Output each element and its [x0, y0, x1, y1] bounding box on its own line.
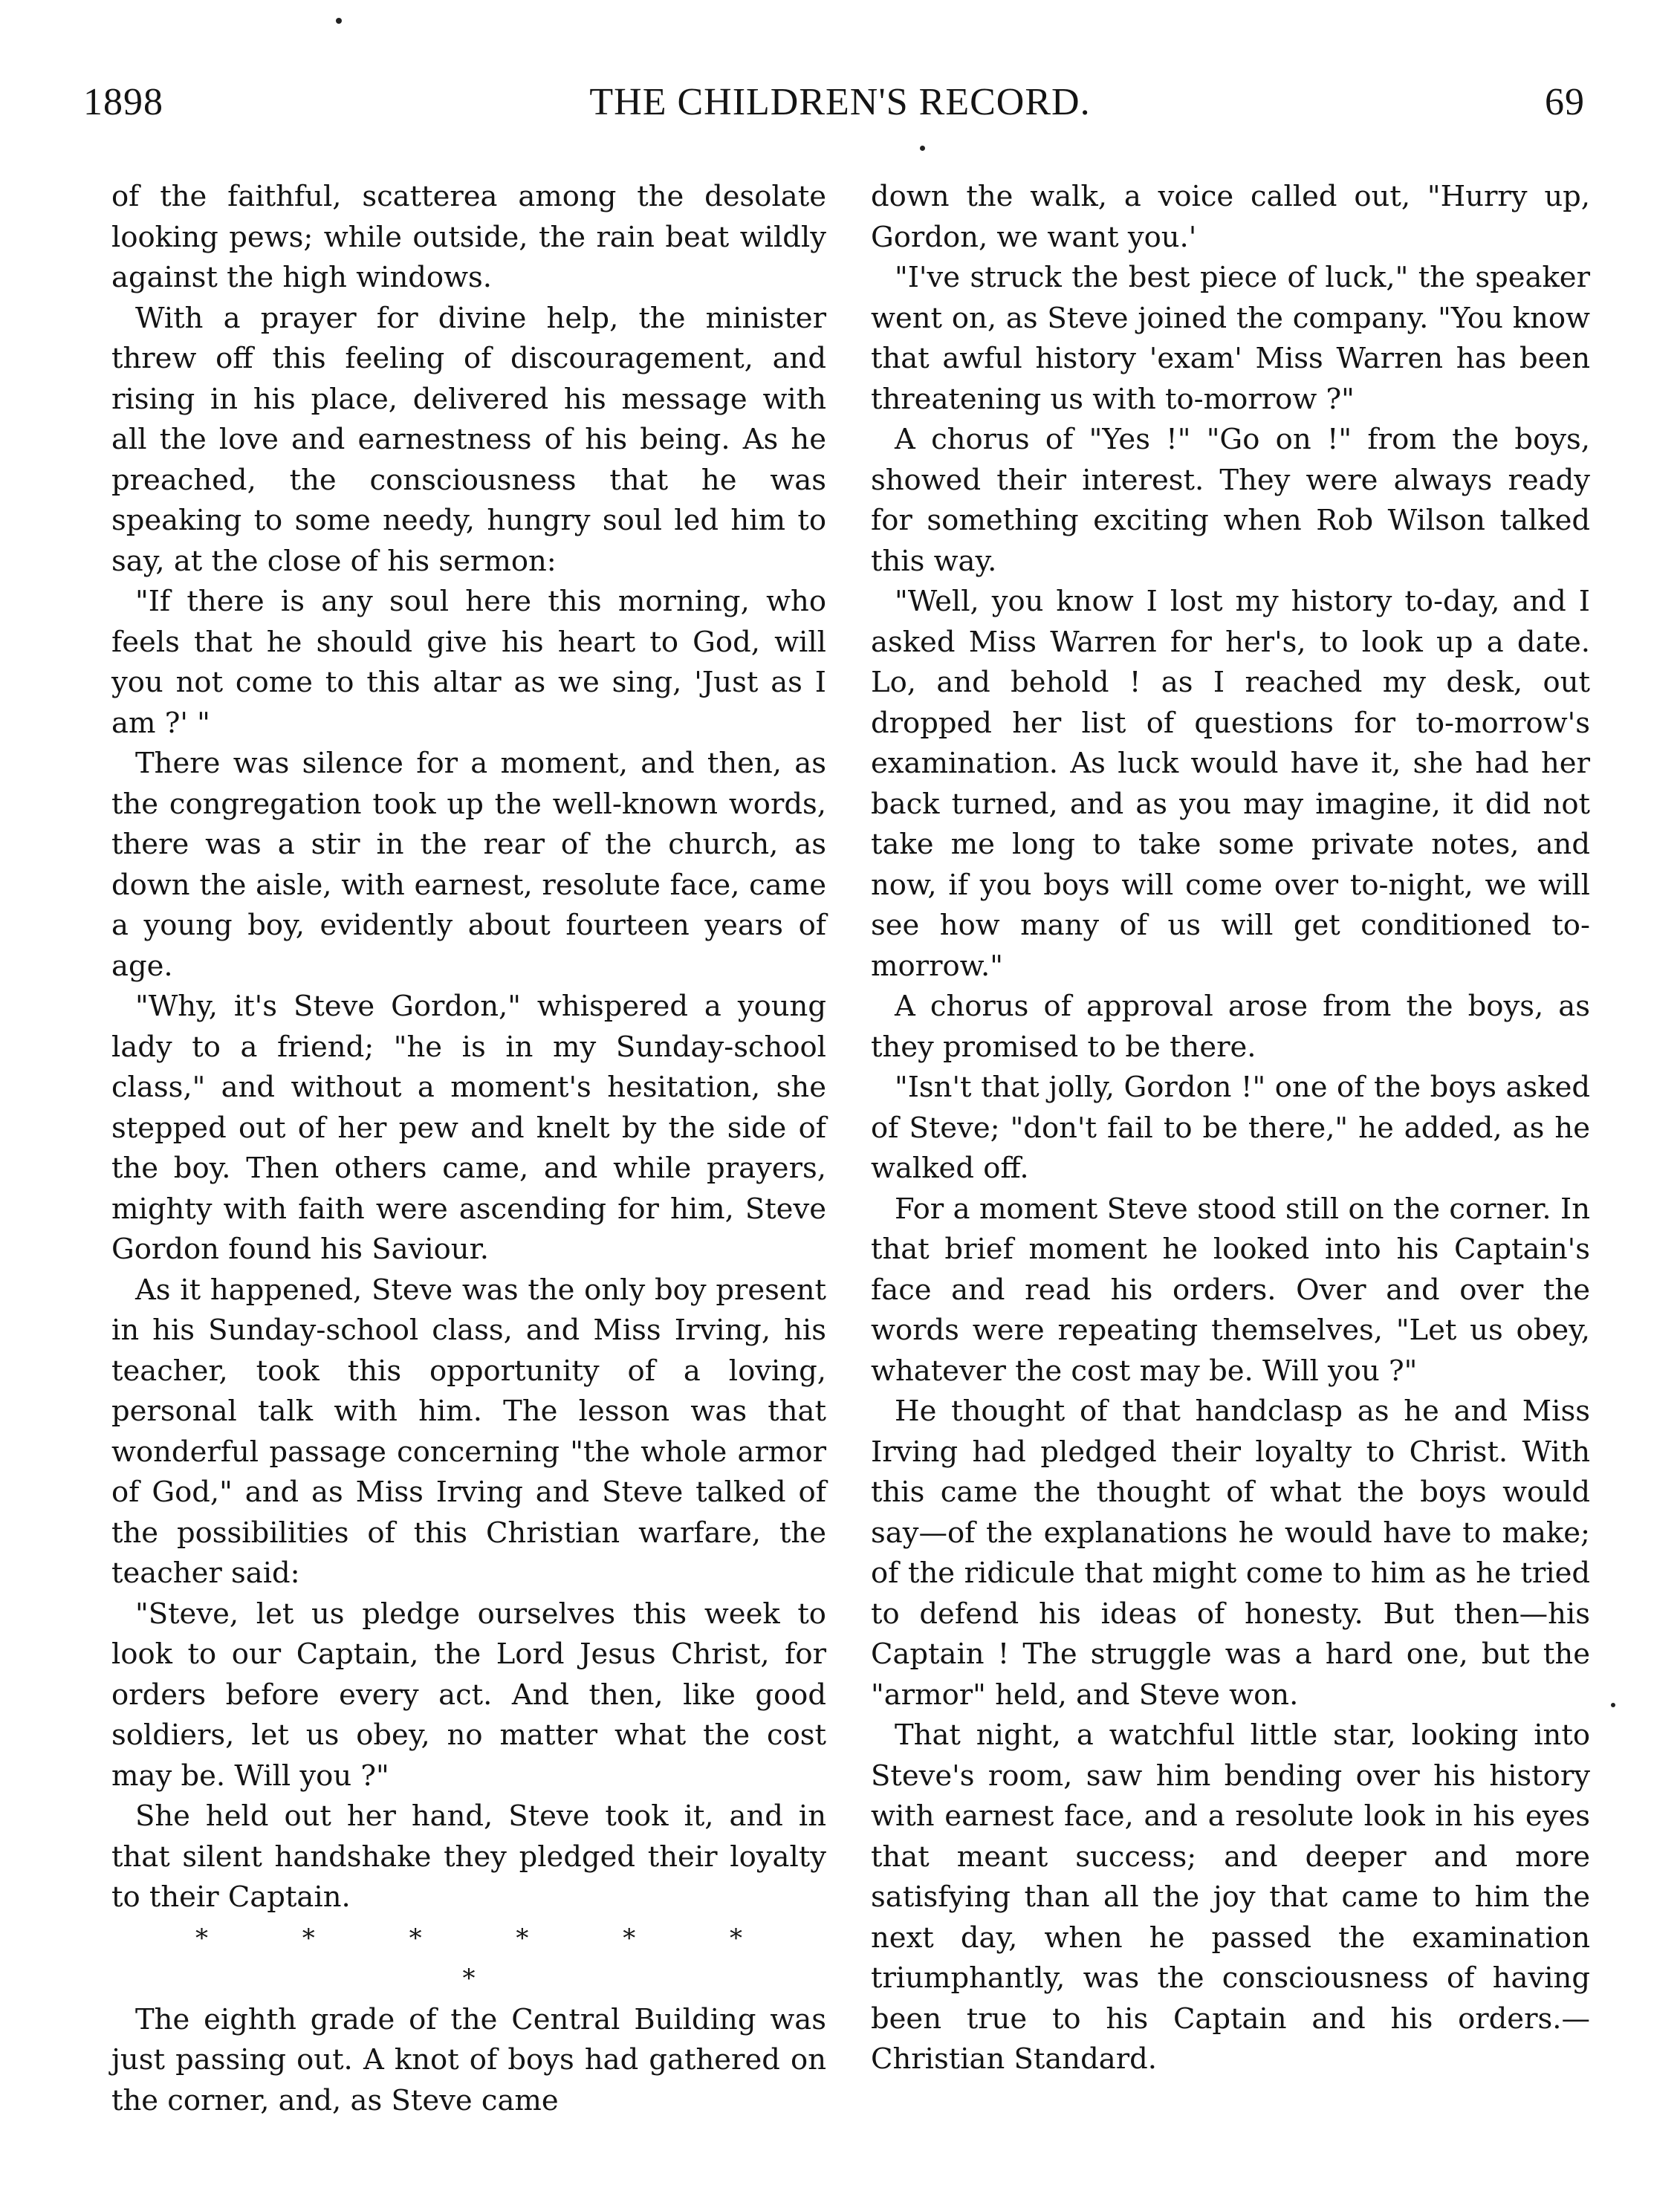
paragraph: down the walk, a voice called out, "Hurry up, Gordon, we want you.'	[871, 180, 1590, 254]
print-speck	[1611, 1703, 1615, 1707]
paragraph: There was silence for a moment, and then, as the congregation took up the well-known words, there was a stir in the rear of the church, as down the aisle, with earnest, resolute face, came a young boy, evidently about fourteen years of age.	[111, 747, 826, 983]
paragraph: As it happened, Steve was the only boy present in his Sunday-school class, and Miss Irving, his teacher, took this opportunity of a loving, personal talk with him. The lesson was that wonderful passage concerning "the whole armor of God," and as Miss Irving and Steve talked of the possibilities of this Christian warfare, the teacher said:	[111, 1273, 826, 1590]
paragraph: "Why, it's Steve Gordon," whispered a young lady to a friend; "he is in my Sunday-school class," and without a moment's hesitation, she stepped out of her pew and knelt by the side of the boy. Then others came, and while prayers, mighty with faith were ascending for him, Steve Gordon found his Saviour.	[111, 990, 826, 1266]
paragraph: "Well, you know I lost my history to-day, and I asked Miss Warren for her's, to look up a date. Lo, and behold ! as I reached my desk, out dropped her list of questions for to-morrow's examination. As luck would have it, she had her back turned, and as you may imagine, it did not take me long to take some private notes, and now, if you boys will come over to-night, we will see how many of us will get conditioned to-morrow."	[871, 585, 1590, 983]
paragraph: "Isn't that jolly, Gordon !" one of the boys asked of Steve; "don't fail to be there," he added, as he walked off.	[871, 1071, 1590, 1185]
header-title: THE CHILDREN'S RECORD.	[589, 81, 1091, 123]
paragraph: With a prayer for divine help, the minister threw off this feeling of discouragement, and rising in his place, delivered his message with all the love and earnestness of his being. As he preached, the consciousness that he was speaking to some needy, hungry soul led him to say, at the close of his sermon:	[111, 301, 826, 578]
right-column	[871, 177, 1590, 2080]
left-column	[111, 177, 826, 2121]
paragraph: That night, a watchful little star, looking into Steve's room, saw him bending over his history with earnest face, and a resolute look in his eyes that meant success; and deeper and more satisfying than all the joy that came to him the next day, when he passed the examination triumphantly, was the consciousness of having been true to his Captain and his orders.—Christian Standard.	[871, 1718, 1590, 2076]
page-header	[0, 74, 1680, 134]
print-speck	[336, 18, 342, 24]
paragraph: She held out her hand, Steve took it, and in that silent handshake they pledged their loyalty to their Captain.	[111, 1799, 826, 1914]
paragraph: He thought of that handclasp as he and Miss Irving had pledged their loyalty to Christ. With this came the thought of what the boys would say—of the explanations he would have to make; of the ridicule that might come to him as he tried to defend his ideas of honesty. But then—his Captain ! The struggle was a hard one, but the "armor" held, and Steve won.	[871, 1395, 1590, 1712]
paragraph: "If there is any soul here this morning, who feels that he should give his heart to God, will you not come to this altar as we sing, 'Just as I am ?' "	[111, 585, 826, 740]
paragraph: "Steve, let us pledge ourselves this week to look to our Captain, the Lord Jesus Christ, for orders before every act. And then, like good soldiers, let us obey, no matter what the cost may be. Will you ?"	[111, 1597, 826, 1793]
paragraph: A chorus of "Yes !" "Go on !" from the boys, showed their interest. They were always ready for something exciting when Rob Wilson talked this way.	[871, 423, 1590, 578]
print-speck	[920, 146, 925, 151]
paragraph: The eighth grade of the Central Building was just passing out. A knot of boys had gathered on the corner, and, as Steve came	[111, 2002, 826, 2117]
header-year: 1898	[83, 81, 163, 123]
page-number: 69	[1545, 81, 1585, 123]
paragraph: of the faithful, scatterea among the desolate looking pews; while outside, the rain beat wildly against the high windows.	[111, 180, 826, 294]
paragraph: For a moment Steve stood still on the corner. In that brief moment he looked into his Captain's face and read his orders. Over and over the words were repeating themselves, "Let us obey, whatever the cost may be. Will you ?"	[871, 1192, 1590, 1388]
paragraph: A chorus of approval arose from the boys, as they promised to be there.	[871, 990, 1590, 1064]
section-separator: * * * * * * *	[195, 1923, 786, 1993]
paragraph: "I've struck the best piece of luck," the speaker went on, as Steve joined the company. "You know that awful history 'exam' Miss Warren has been threatening us with to-morrow ?"	[871, 261, 1590, 416]
